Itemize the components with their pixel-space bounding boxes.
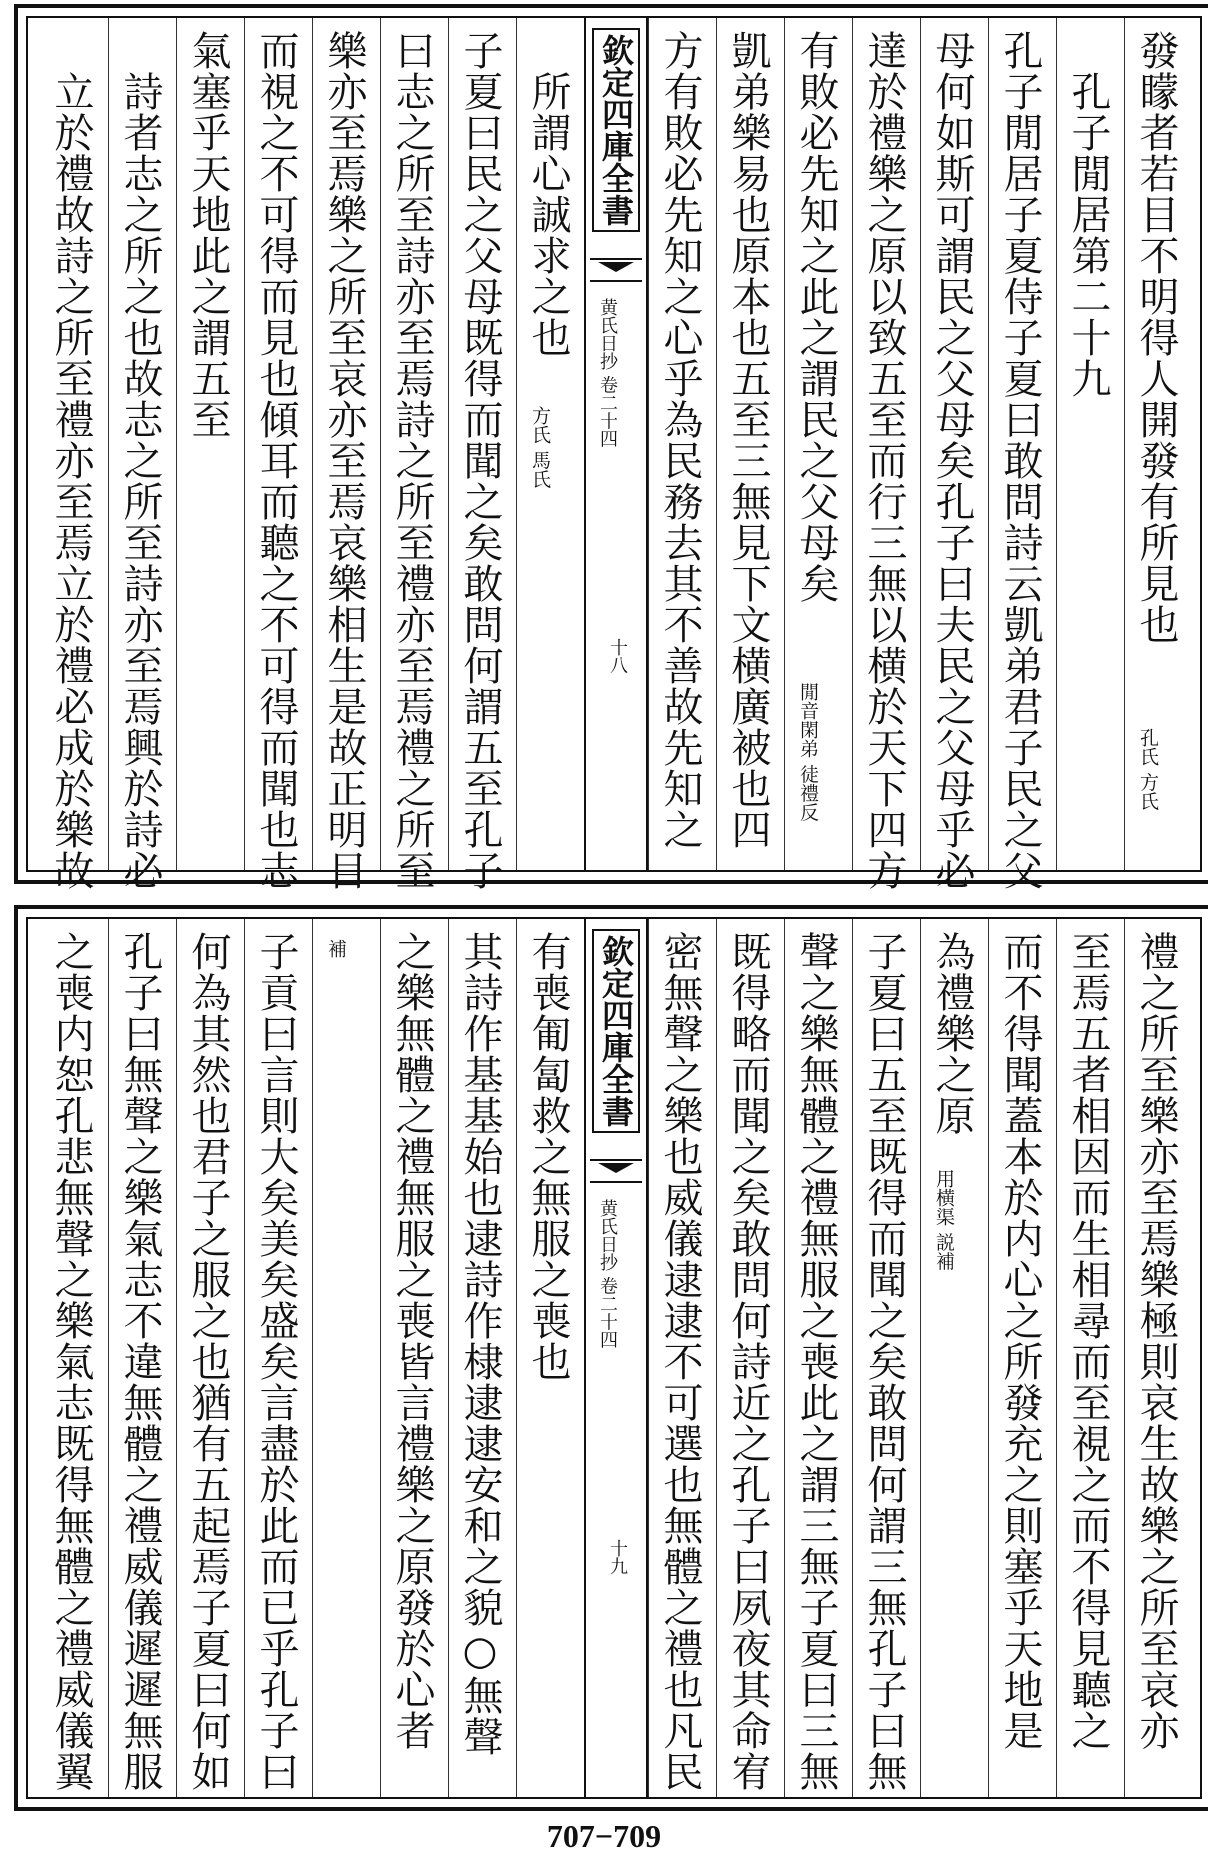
page-range-footer: 707−709 (546, 1818, 662, 1854)
text-column (244, 18, 312, 891)
bottom-page-frame (26, 917, 1202, 1799)
column-text: 而視之不可得而見也傾耳而聽之不可得而聞也志 (253, 30, 299, 891)
annotation-note: 孔氏 方氏 (1137, 728, 1159, 811)
column-text: 所謂心誠求之也 (525, 30, 571, 358)
column-text: 聲之樂無體之禮無服之喪此之謂三無子夏曰三無 (793, 931, 839, 1792)
text-column (988, 919, 1056, 1797)
annotation-note: 方氏 馬氏 (529, 406, 551, 489)
column-text: 而不得聞蓋本於内心之所發充之則塞乎天地是 (997, 931, 1043, 1751)
text-column (648, 919, 716, 1797)
column-text: 凱弟樂易也原本也五至三無見下文横廣被也四 (725, 30, 771, 850)
text-column (716, 919, 784, 1797)
column-text: 子貢曰言則大矣美矣盛矣言盡於此而已乎孔子曰 (253, 931, 299, 1792)
text-column (852, 919, 920, 1797)
text-column (244, 919, 312, 1797)
center-gutter (584, 919, 648, 1797)
fish-tail-mark-icon (590, 1159, 642, 1183)
column-text: 有喪匍匐救之無服之喪也 (525, 931, 571, 1382)
book-title: 欽定四庫全書 (592, 929, 640, 1133)
text-column (40, 18, 108, 891)
column-text: 禮之所至樂亦至焉樂極則哀生故樂之所至哀亦 (1133, 931, 1179, 1751)
text-column (108, 919, 176, 1797)
column-text: 方有敗必先知之心乎為民務去其不善故先知之 (657, 30, 703, 850)
column-text: 曰志之所至詩亦至焉詩之所至禮亦至焉禮之所至 (389, 30, 435, 891)
volume-label: 黄氏日抄 卷二十四 (597, 1199, 618, 1349)
text-column (108, 18, 176, 891)
text-column (1056, 919, 1124, 1797)
text-column (1124, 18, 1192, 870)
volume-label: 黄氏日抄 卷二十四 (597, 298, 618, 448)
annotation-note: 用横渠 説補 (933, 1169, 955, 1271)
text-column (516, 18, 584, 870)
column-text: 孔子曰無聲之樂氣志不違無體之禮威儀遲遲無服 (117, 931, 163, 1792)
text-column (920, 18, 988, 891)
text-column (920, 919, 988, 1797)
text-column (784, 18, 852, 870)
center-gutter (584, 18, 648, 870)
text-column (448, 18, 516, 891)
annotation-note: 閒音閑弟 徒禮反 (797, 682, 819, 822)
folio-number: 十九 (607, 1539, 628, 1575)
column-text: 母何如斯可謂民之父母矣孔子曰夫民之父母乎必 (929, 30, 975, 891)
text-column (40, 919, 108, 1797)
text-column (1124, 919, 1192, 1797)
column-text: 之喪内恕孔悲無聲之樂氣志既得無體之禮威儀翼 (48, 931, 94, 1792)
text-column (176, 18, 244, 870)
column-text: 立於禮故詩之所至禮亦至焉立於禮必成於樂故 (48, 30, 94, 891)
column-text: 達於禮樂之原以致五至而行三無以横於天下四方 (861, 30, 907, 891)
column-text: 其詩作基基始也逮詩作棣逮逮安和之貌○無聲 (457, 931, 503, 1757)
column-text: 為禮樂之原 (929, 931, 975, 1136)
text-column (648, 18, 716, 870)
text-column (716, 18, 784, 870)
column-text: 之樂無體之禮無服之喪皆言禮樂之原發於心者 (389, 931, 435, 1751)
column-text: 詩者志之所之也故志之所至詩亦至焉興於詩必 (117, 30, 163, 891)
text-column (312, 18, 380, 891)
fish-tail-mark-icon (590, 258, 642, 282)
column-text: 密無聲之樂也威儀逮逮不可選也無體之禮也凡民 (657, 931, 703, 1792)
folio-number: 十八 (607, 638, 628, 674)
text-column (516, 919, 584, 1797)
column-text: 子夏曰民之父母既得而聞之矣敢問何謂五至孔子 (457, 30, 503, 891)
text-column (312, 919, 380, 1797)
column-text: 樂亦至焉樂之所至哀亦至焉哀樂相生是故正明目 (321, 30, 367, 891)
text-column (380, 18, 448, 891)
column-text: 何為其然也君子之服之也猶有五起焉子夏曰何如 (185, 931, 231, 1792)
column-text: 有敗必先知之此之謂民之父母矣 (793, 30, 839, 604)
annotation-note: 補 (325, 939, 347, 958)
text-column (784, 919, 852, 1797)
bottom-page (14, 905, 1208, 1811)
text-column (988, 18, 1056, 891)
book-title: 欽定四庫全書 (592, 28, 640, 232)
text-column (1056, 18, 1124, 870)
text-column (176, 919, 244, 1797)
column-text: 發矇者若目不明得人開發有所見也 (1133, 30, 1179, 645)
column-text: 子夏曰五至既得而聞之矣敢問何謂三無孔子曰無 (861, 931, 907, 1792)
column-text: 氣塞乎天地此之謂五至 (185, 30, 231, 440)
text-column (380, 919, 448, 1797)
column-text: 孔子閒居子夏侍子夏曰敢問詩云凱弟君子民之父 (997, 30, 1043, 891)
top-page (14, 4, 1208, 891)
text-column (852, 18, 920, 891)
column-text: 既得略而聞之矣敢問何詩近之孔子曰夙夜其命宥 (725, 931, 771, 1792)
text-column (448, 919, 516, 1797)
column-text: 至焉五者相因而生相尋而至視之而不得見聽之 (1065, 931, 1111, 1751)
top-page-frame (26, 16, 1202, 891)
column-text: 孔子閒居第二十九 (1065, 30, 1111, 399)
